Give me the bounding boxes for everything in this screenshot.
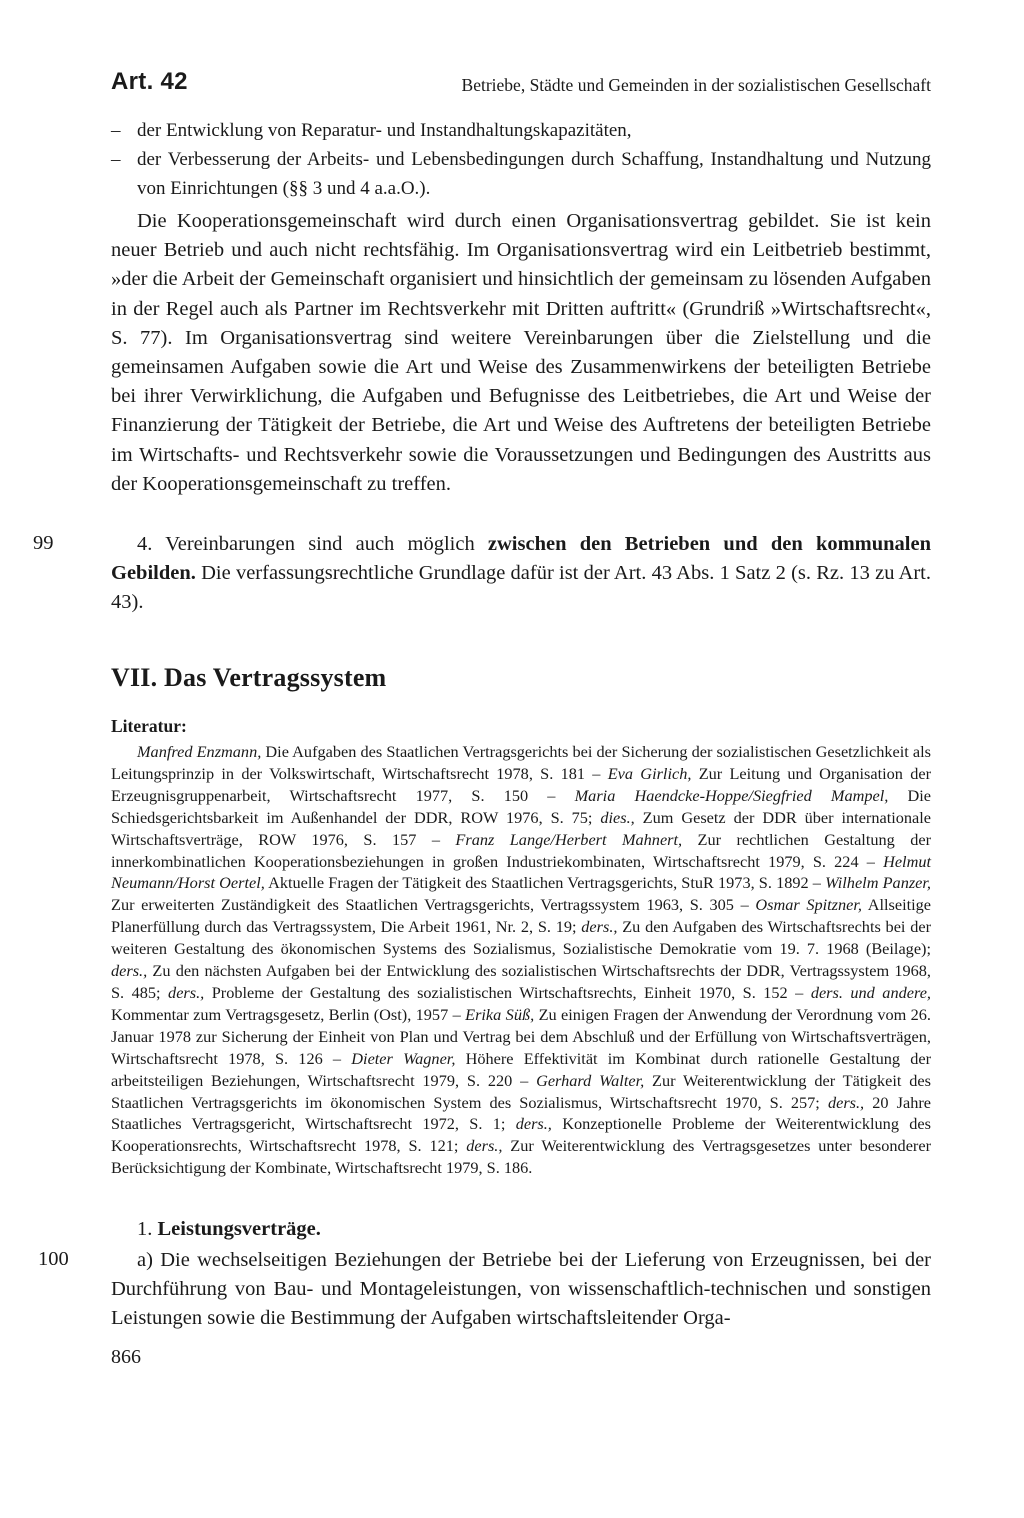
literature-author: Manfred Enzmann,: [137, 742, 262, 761]
running-title: Betriebe, Städte und Gemeinden in der sozialistischen Gesellschaft: [461, 75, 931, 95]
literature-reference: Die Schiedsgerichtsbarkeit im Außenhandel der DDR, ROW 1976, S. 75;: [111, 785, 932, 827]
paragraph-communal: [111, 530, 931, 618]
literature-author: Osmar Spitzner,: [755, 895, 862, 915]
literature-reference: Probleme der Gestaltung des sozialistischen Wirtschaftsrechts, Einheit 1970, S. 152 –: [204, 982, 811, 1002]
literature-reference: Zu den nächsten Aufgaben bei der Entwicklung des sozialistischen Wirtschaftsrechts der DDR, Vertragssystem 1968, S. 485;: [111, 961, 931, 1002]
paragraph-performance-contracts: [111, 1246, 931, 1334]
paragraph-text: a) Die wechselseitigen Beziehungen der Betriebe bei der Lieferung von Erzeugnissen, bei der Durchführung von Bau- und Montageleistungen, von wissenschaftlich-technischen und sonstigen Leistungen sowie die Bestimmung der Aufgaben wirtschaftsleitender Orga-: [111, 1249, 931, 1330]
literature-reference: Zur erweiterten Zuständigkeit des Staatlichen Vertragsgerichts, Vertragssystem 1963, S. 305 –: [111, 895, 756, 915]
section-title: VII. Das Vertragssystem: [111, 663, 387, 692]
literature-reference: Zur Weiterentwicklung des Vertragsgesetzes unter besonderer Berücksichtigung der Kombinate, Wirtschaftsrecht 1979, S. 186.: [111, 1136, 931, 1178]
literature-author: Franz Lange/Herbert Mahnert,: [455, 829, 683, 849]
list-item-text: der Verbesserung der Arbeits- und Lebensbedingungen durch Schaffung, Instandhaltung und Nutzung von Einrichtungen (§§ 3 und 4 a.a.O.).: [137, 149, 931, 199]
literature-author: Gerhard Walter,: [536, 1070, 645, 1090]
literature-reference: Zu einigen Fragen der Anwendung der Verordnung vom 26. Januar 1978 zur Sicherung der Einheit von Plan und Vertrag bei dem Abschluß und der Erfüllung von Wirtschaftsverträgen, Wirtschaftsrecht 1978, S. 126 –: [111, 1004, 932, 1068]
paragraph-emphasis: zwischen den Betrieben und den kommunalen Gebilden.: [111, 533, 931, 585]
list-item: [111, 116, 931, 145]
literature-author: ders.,: [466, 1136, 503, 1156]
literature-author: ders.,: [581, 917, 618, 937]
literature-reference: 20 Jahre Staatliches Vertragsgericht, Wirtschaftsrecht 1972, S. 1;: [111, 1092, 931, 1134]
literature-reference: Kommentar zum Vertragsgesetz, Berlin (Ost), 1957 –: [111, 1004, 466, 1024]
literature-author: Eva Girlich,: [607, 763, 692, 783]
page-number: 866: [111, 1346, 141, 1368]
literature-author: ders.,: [515, 1114, 552, 1134]
literature-reference: Die Aufgaben des Staatlichen Vertragsgerichts bei der Sicherung der sozialistischen Gesetzlichkeit als Leitungsprinzip in der Volkswirtschaft, Wirtschaftsrecht 1978, S. 181 –: [111, 742, 931, 783]
literature-reference: Aktuelle Fragen der Tätigkeit des Staatlichen Vertragsgerichts, StuR 1973, S. 1892 –: [264, 873, 826, 893]
subheading-title: Leistungsverträge.: [157, 1218, 321, 1240]
literature-author: Helmut Neumann/Horst Oertel,: [111, 851, 931, 893]
literature-reference: Konzeptionelle Probleme der Weiterentwicklung des Kooperationsrechts, Wirtschaftsrecht 1978, S. 121;: [111, 1114, 931, 1156]
dash-list: [111, 116, 931, 203]
literature-author: Wilhelm Panzer,: [825, 873, 931, 893]
margin-number-100: 100: [38, 1248, 69, 1270]
literature-reference: Zur Leitung und Organisation der Erzeugnisgruppenarbeit, Wirtschaftsrecht 1977, S. 150 –: [111, 763, 931, 805]
literature-list: [111, 741, 931, 1179]
paragraph-cooperation: [111, 207, 931, 499]
list-item-text: der Entwicklung von Reparatur- und Instandhaltungskapazitäten,: [137, 120, 632, 141]
literature-reference: Allseitige Planerfüllung durch das Vertragssystem, Die Arbeit 1961, Nr. 2, S. 19;: [111, 895, 932, 937]
literature-reference: Höhere Effektivität im Kombinat durch rationelle Gestaltung der arbeitsteiligen Beziehungen, Wirtschaftsrecht 1979, S. 220 –: [111, 1048, 931, 1090]
literature-author: Maria Haendcke-Hoppe/Siegfried Mampel,: [574, 785, 889, 805]
paragraph-rest: Die verfassungsrechtliche Grundlage dafür ist der Art. 43 Abs. 1 Satz 2 (s. Rz. 13 zu Art. 43).: [111, 562, 931, 614]
literature-author: ders.,: [168, 982, 205, 1002]
paragraph-text: [111, 530, 931, 618]
subheading: [137, 1218, 321, 1241]
literature-reference: Zu den Aufgaben des Wirtschaftsrechts bei der weiteren Gestaltung des ökonomischen Systems des Sozialismus, Sozialistische Demokratie vom 19. 7. 1968 (Beilage);: [111, 917, 931, 959]
literature-author: ders. und andere,: [810, 982, 931, 1002]
literature-author: ders.,: [111, 961, 148, 981]
literature-author: ders.,: [827, 1092, 865, 1112]
literature-author: dies.,: [600, 807, 635, 827]
literature-author: Dieter Wagner,: [351, 1048, 456, 1068]
subheading-number: 1.: [137, 1218, 158, 1240]
margin-number-99: 99: [33, 532, 54, 554]
literature-label: Literatur:: [111, 716, 187, 736]
paragraph-text: Die Kooperationsgemeinschaft wird durch einen Organisationsvertrag gebildet. Sie ist kein neuer Betrieb und auch nicht rechtsfähig. Im Organisationsvertrag wird ein Leitbetrieb bestimmt, »der die Arbeit der Gemeinschaft organisiert und hinsichtlich der gemeinsam zu lösenden Aufgaben in der Regel auch als Partner im Rechtsverkehr mit Dritten auftritt« (Grundriß »Wirtschaftsrecht«, S. 77). Im Organisationsvertrag sind weitere Vereinbarungen über die Zielstellung und die gemeinsamen Aufgaben sowie die Art und Weise des Zusammenwirkens der beteiligten Betriebe bei ihrer Verwirklichung, die Aufgaben und Befugnisse des Leitbetriebes, die Art und Weise der Finanzierung der Tätigkeit der Betriebe, die Art und Weise des Auftretens der beteiligten Betriebe im Wirtschafts- und Rechtsverkehr sowie die Voraussetzungen und Bedingungen des Austritts aus der Kooperationsgemeinschaft zu treffen.: [111, 210, 931, 495]
literature-author: Erika Süß,: [465, 1004, 535, 1024]
dash-marker: –: [111, 120, 121, 141]
literature-reference: Zur Weiterentwicklung der Tätigkeit des Staatlichen Vertragsgerichts im ökonomischen System des Sozialismus, Wirtschaftsrecht 1970, S. 257;: [111, 1070, 931, 1112]
literature-reference: Zum Gesetz der DDR über internationale Wirtschaftsverträge, ROW 1976, S. 157 –: [111, 807, 931, 849]
paragraph-lead: 4. Vereinbarungen sind auch möglich: [137, 533, 488, 555]
dash-marker: –: [111, 149, 121, 170]
list-item: [111, 145, 931, 203]
article-number: Art. 42: [111, 68, 188, 95]
literature-reference: Zur rechtlichen Gestaltung der innerkombinatlichen Kooperationsbeziehungen in großen Industriekombinaten, Wirtschaftsrecht 1979, S. 224 –: [111, 829, 932, 871]
